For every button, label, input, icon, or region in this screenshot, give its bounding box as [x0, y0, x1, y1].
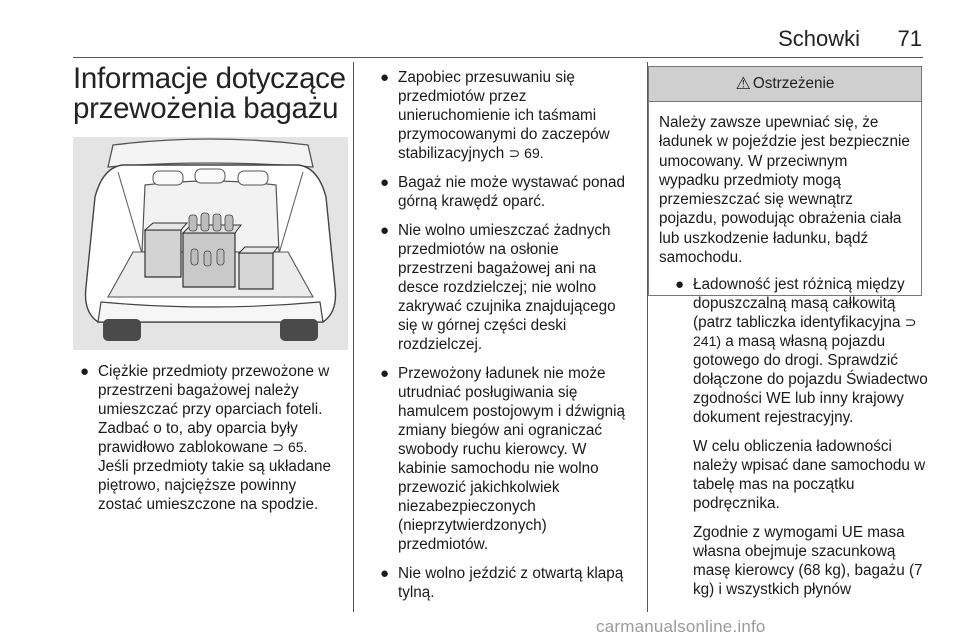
list-item	[373, 221, 635, 354]
column-divider-left	[353, 62, 354, 612]
bullet-icon: ●	[380, 69, 390, 86]
warning-header	[648, 66, 922, 101]
bullet-text: a masą własną pojazdu gotowego do drogi. Sprawdzić dołączone do pojazdu Świadectwo zgodności WE lub inny krajowy dokument rejestracyjny.	[693, 333, 928, 426]
col3-bullet-list	[668, 275, 928, 609]
list-item	[373, 68, 635, 163]
page-reference: ⊃ 241)	[693, 314, 917, 349]
bullet-text: Zapobiec przesuwaniu się przedmiotów przez unieruchomienie ich taśmami przymocowanymi do zaczepów stabilizacyjnych	[398, 69, 610, 162]
bullet-text-span: Ciężkie przedmioty przewożone w przestrzeni bagażowej należy umieszczać przy oparciach foteli. Zadbać o to, aby oparcia były prawidłowo zablokowane	[98, 363, 330, 456]
warning-body: Należy zawsze upewniać się, że ładunek w pojeździe jest bezpiecznie umocowany. W przeciwnym wypadku przedmioty mogą przemieszczać się wewnątrz pojazdu, powodując obrażenia ciała lub uszkodzenie ładunku, bądź samochodu.	[648, 101, 922, 296]
list-item	[373, 364, 635, 554]
list-item	[73, 362, 343, 514]
col1-bullet-list	[73, 362, 343, 524]
watermark-text: carmanualsonline.info	[596, 617, 766, 636]
bullet-text-span: Jeśli przedmioty takie są układane piętrowo, najcięższe powinny zostać umieszczone na spodzie.	[98, 458, 331, 513]
bullet-icon: ●	[80, 363, 90, 380]
warning-icon: ⚠	[735, 74, 751, 93]
bullet-text	[98, 362, 343, 514]
bullet-icon: ●	[675, 276, 685, 293]
bullet-icon: ●	[380, 365, 390, 382]
bullet-icon: ●	[380, 565, 390, 582]
bullet-text: Przewożony ładunek nie może utrudniać posługiwania się hamulcem postojowym i dźwignią zmiany biegów ani ograniczać swobody ruchu kierowcy. W kabinie samochodu nie wolno przewozić jakichkolwiek niezabezpieczonych (nieprzytwierdzonych) przedmiotów.	[398, 365, 625, 553]
bullet-text: Bagaż nie może wystawać ponad górną krawędź oparć.	[398, 174, 626, 210]
header-rule	[73, 57, 923, 58]
list-item	[373, 173, 635, 211]
bullet-text: Nie wolno umieszczać żadnych przedmiotów na osłonie przestrzeni bagażowej ani na desce rozdzielczej; nie wolno zakrywać czujnika znajdującego się w górnej części deski rozdzielczej.	[398, 222, 616, 353]
running-header-title: Schowki	[778, 26, 860, 51]
warning-title: Ostrzeżenie	[752, 75, 835, 92]
bullet-text: Ładowność jest różnicą między dopuszczalną masą całkowitą (patrz tabliczka identyfikacyjna	[693, 276, 905, 331]
bullet-paragraph: W celu obliczenia ładowności należy wpisać dane samochodu w tabelę mas na początku podręcznika.	[693, 438, 926, 512]
page-reference: ⊃ 69.	[508, 145, 544, 161]
list-item	[373, 564, 635, 602]
page-reference: ⊃ 65.	[272, 439, 308, 455]
page-number: 71	[897, 26, 922, 51]
bullet-icon: ●	[380, 174, 390, 191]
list-item	[668, 275, 928, 599]
warning-box	[648, 66, 922, 282]
col2-bullet-list	[373, 68, 635, 612]
bullet-text: Nie wolno jeździć z otwartą klapą tylną.	[398, 565, 624, 601]
bullet-icon: ●	[380, 222, 390, 239]
bullet-paragraph: Zgodnie z wymogami UE masa własna obejmuje szacunkową masę kierowcy (68 kg), bagażu (7 kg) i wszystkich płynów	[693, 524, 923, 598]
section-title: Informacje dotyczące przewożenia bagażu	[73, 62, 346, 125]
bullet-paragraph	[693, 275, 928, 427]
car-trunk-figure	[73, 137, 348, 350]
car-trunk-luggage-illustration	[73, 137, 348, 350]
